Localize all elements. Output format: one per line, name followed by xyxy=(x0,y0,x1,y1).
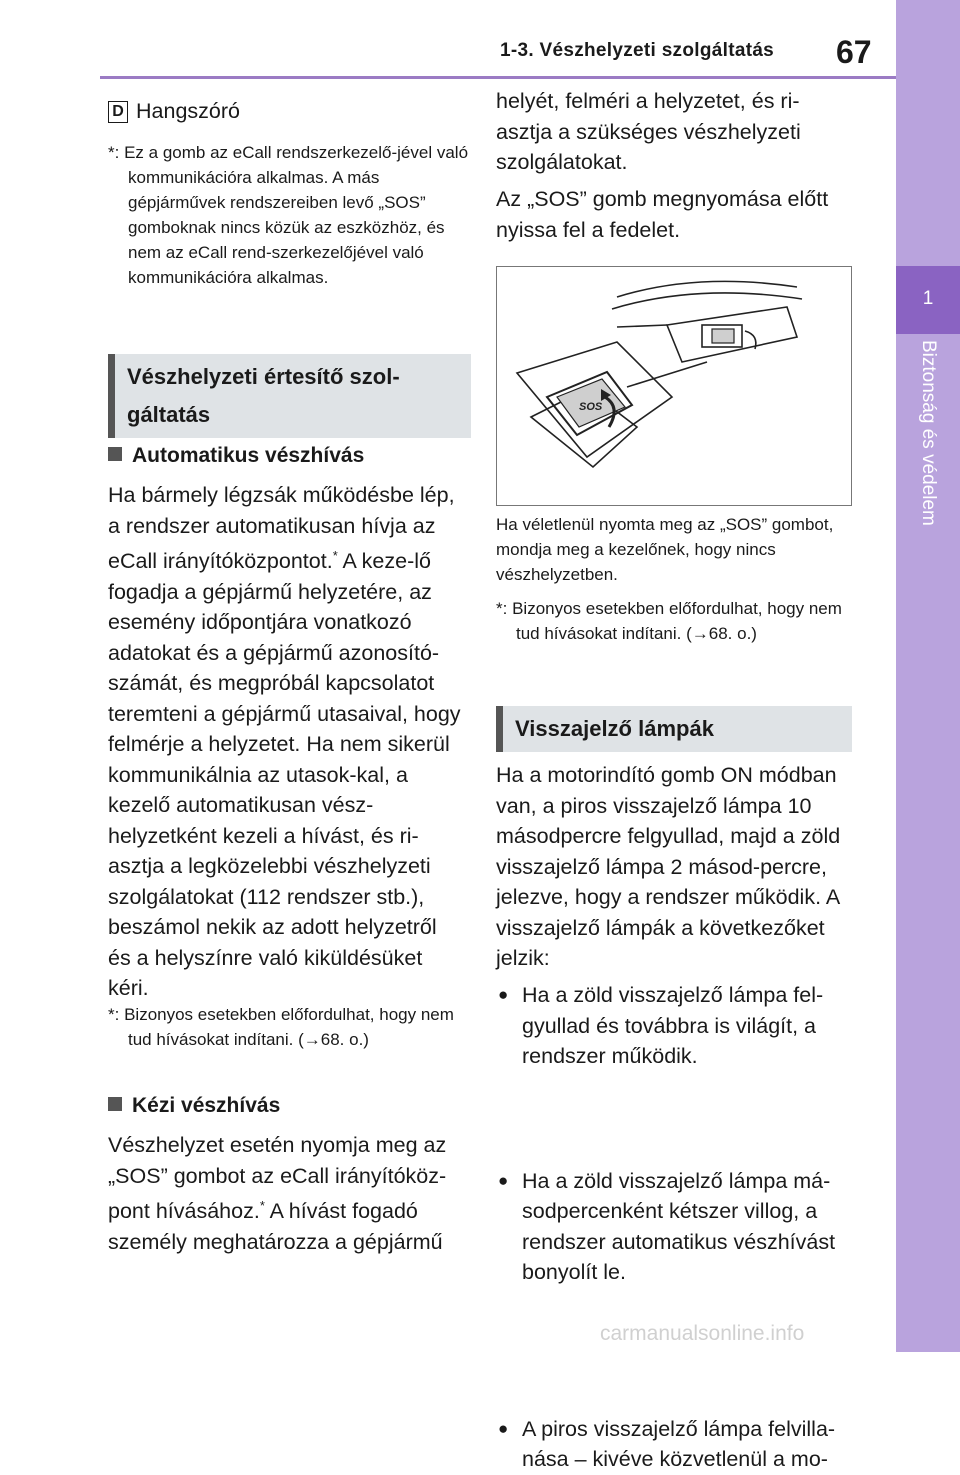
square-bullet-icon xyxy=(108,1097,122,1111)
running-header: 1-3. Vészhelyzeti szolgáltatás xyxy=(500,40,775,61)
page-number: 67 xyxy=(836,34,872,70)
chapter-label: Biztonság és védelem xyxy=(918,340,939,526)
automatic-call-paragraph: Ha bármely légzsák működésbe lép, a rendszer automatikusan hívja az eCall irányítóközpontot.* A keze-lő fogadja a gépjármű helyzetére, az esemény időpontjára vonatkozó adatokat és a gépjármű azonosító-számát, és megpróbál kapcsolatot teremteni a gépjármű utasaival, hogy felmérje a helyzetet. Ha nem sikerül kommunikálnia az utasok-kal, a kezelő automatikusan vész-helyzetként kezeli a hívást, és ri-asztja a legközelebbi vészhelyzeti szolgálatokat (112 rendszer stb.), beszámol nekik az adott helyzetről és a helyszínre való kiküldésüket kéri. xyxy=(108,483,461,1001)
watermark: carmanualsonline.info xyxy=(600,1322,805,1345)
subheading-automatic-call: Automatikus vészhívás xyxy=(108,444,364,468)
figure-caption: Ha véletlenül nyomta meg az „SOS” gombot, mondja meg a kezelőnek, hogy nincs vészhelyzetben. xyxy=(496,515,834,584)
footnote-1: *: Ez a gomb az eCall rendszerkezelő-jével való kommunikációra alkalmas. A más gépjárművek rendszereiben levő „SOS” gomboknak nincs közük az eszközhöz, és nem az eCall rend-szerkezelőjével való kommunikációra alkalmas. xyxy=(108,143,469,287)
speaker-label: Hangszóró xyxy=(136,99,240,123)
open-cover-paragraph: Az „SOS” gomb megnyomása előtt nyissa fel a fedelet. xyxy=(496,187,829,242)
chapter-number: 1 xyxy=(922,288,934,309)
chapter-sidebar xyxy=(896,0,960,1352)
indicator-lamps-paragraph: Ha a motorindító gomb ON módban van, a piros visszajelző lámpa 10 másodpercre felgyullad, majd a zöld visszajelző lámpa 2 másod-percre, jelezve, hogy a rendszer működik. A visszajelző lámpák a következőket jelzik: xyxy=(496,763,841,970)
overhead-console-drawing xyxy=(497,267,851,505)
bullet-item: ● Ha a zöld visszajelző lámpa fel-gyullad és továbbra is világít, a rendszer működik. xyxy=(496,980,852,1072)
bullet-item: ● Ha a zöld visszajelző lámpa má-sodpercenként kétszer villog, a rendszer automatikus vészhívást bonyolít le. xyxy=(496,1166,852,1288)
continued-paragraph: helyét, felméri a helyzetet, és ri-asztja a szükséges vészhelyzeti szolgálatokat. xyxy=(496,89,801,174)
bullet-item: ● A piros visszajelző lámpa felvilla-nása – kivéve közvetlenül a mo- xyxy=(496,1414,852,1475)
subheading-manual-call: Kézi vészhívás xyxy=(108,1094,280,1118)
figure-sos-label: SOS xyxy=(579,401,603,413)
footnote-2: *: Bizonyos esetekben előfordulhat, hogy nem tud hívásokat indítani. (→68. o.) xyxy=(108,1005,454,1049)
header-divider xyxy=(100,76,896,79)
square-bullet-icon xyxy=(108,447,122,461)
section-title-notification: Vészhelyzeti értesítő szol-gáltatás xyxy=(108,354,471,438)
section-title-indicator-lamps: Visszajelző lámpák xyxy=(496,706,852,752)
sos-button-illustration xyxy=(496,266,852,506)
speaker-line xyxy=(108,96,464,127)
footnote-3: *: Bizonyos esetekben előfordulhat, hogy nem tud hívásokat indítani. (→68. o.) xyxy=(496,599,842,643)
callout-d-badge: D xyxy=(108,101,128,123)
manual-call-paragraph: Vészhelyzet esetén nyomja meg az „SOS” gombot az eCall irányítóköz-pont hívásához.* A hívást fogadó személy meghatározza a gépjármű xyxy=(108,1133,447,1254)
